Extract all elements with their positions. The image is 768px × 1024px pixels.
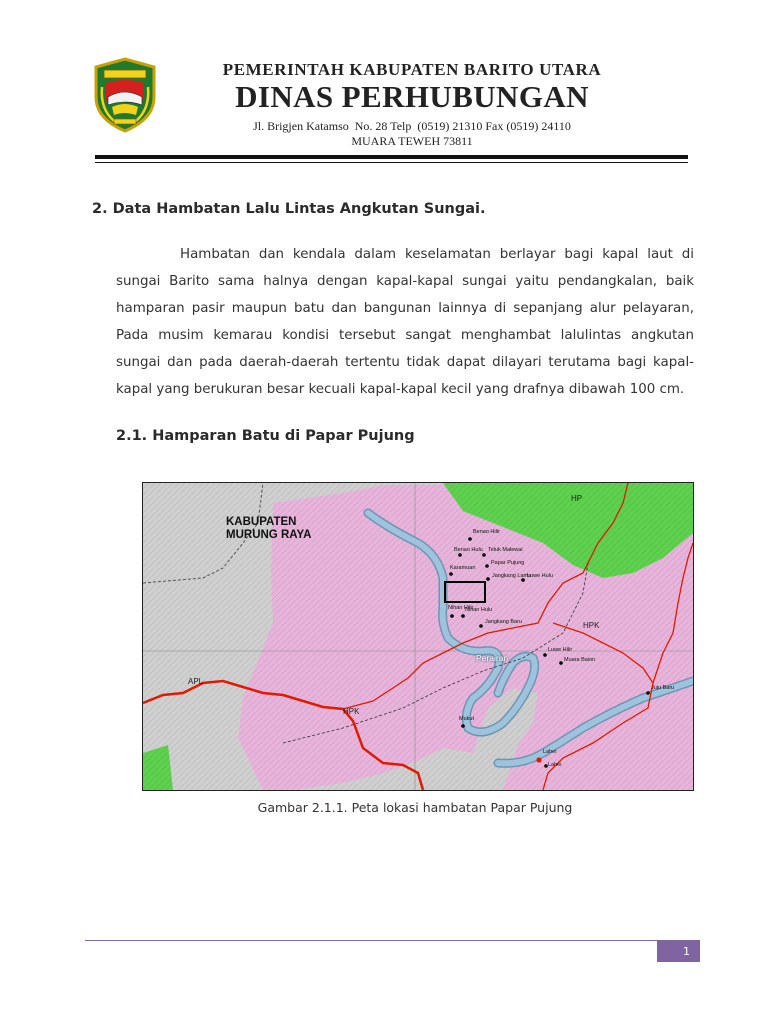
- regency-coat-of-arms-icon: [92, 57, 158, 133]
- zone-label-hpk: HPK: [343, 707, 360, 716]
- letterhead-divider-thin: [95, 162, 688, 163]
- village-label: Benao Hilir: [473, 529, 500, 535]
- village-label: Nihan Hilir: [448, 605, 474, 611]
- region-label: [226, 516, 311, 542]
- village-label: Juju Baru: [651, 685, 675, 691]
- zone-label-apl: APL: [188, 677, 204, 686]
- village-label: Karamuan: [450, 565, 476, 571]
- figure-caption: Gambar 2.1.1. Peta lokasi hambatan Papar Pujung: [257, 800, 573, 815]
- village-dot-lahei: [536, 757, 541, 762]
- village-label: Luwe Hilir: [548, 647, 573, 653]
- village-label: Lahei: [543, 749, 557, 755]
- village-label: Benao Hulu: [454, 547, 483, 553]
- village-label: Luwe Hulu: [527, 573, 553, 579]
- village-label: Jangkang Baru: [485, 619, 522, 625]
- department-name: DINAS PERHUBUNGAN: [235, 79, 589, 114]
- subsection-heading: 2.1. Hamparan Batu di Papar Pujung: [116, 428, 415, 444]
- village-label: Muara Baion: [564, 657, 596, 663]
- river-label: Perairan: [476, 653, 509, 663]
- zone-label-hp: HP: [571, 494, 583, 503]
- village-label: Lahei: [548, 762, 562, 768]
- village-label: Mukut: [459, 716, 474, 722]
- village-label: Jangkang Lama: [492, 573, 532, 579]
- government-name: PEMERINTAH KABUPATEN BARITO UTARA: [222, 60, 602, 79]
- footer-divider: [85, 940, 700, 941]
- office-address: Jl. Brigjen Katamso No. 28 Telp (0519) 21310 Fax (0519) 24110: [253, 119, 571, 133]
- region-label-line2: MURUNG RAYA: [226, 529, 312, 541]
- location-map: [142, 482, 694, 791]
- section-heading: 2. Data Hambatan Lalu Lintas Angkutan Sungai.: [92, 201, 486, 217]
- letterhead: [0, 0, 768, 170]
- zone-label-hpk: HPK: [583, 621, 600, 630]
- region-label-line1: KABUPATEN: [226, 516, 297, 528]
- letterhead-divider-thick: [95, 155, 688, 159]
- village-label: Nihan Hulu: [465, 607, 493, 613]
- page-number: 1: [657, 941, 700, 962]
- office-city: MUARA TEWEH 73811: [351, 134, 473, 148]
- section-paragraph: Hambatan dan kendala dalam keselamatan berlayar bagi kapal laut di sungai Barito sama halnya dengan kapal-kapal sungai yaitu pendangkalan, baik hamparan pasir maupun batu dan bangunan lainnya di sepanjang alur pelayaran, Pada musim kemarau kondisi tersebut sangat menghambat lalulintas angkutan sungai dan pada daerah-daerah tertentu tidak dapat dilayari terutama bagi kapal-kapal yang berukuran besar kecuali kapal-kapal kecil yang drafnya dibawah 100 cm.: [116, 247, 694, 397]
- village-label: Teluk Malewai: [488, 547, 523, 553]
- village-label: Papar Pujung: [491, 560, 525, 566]
